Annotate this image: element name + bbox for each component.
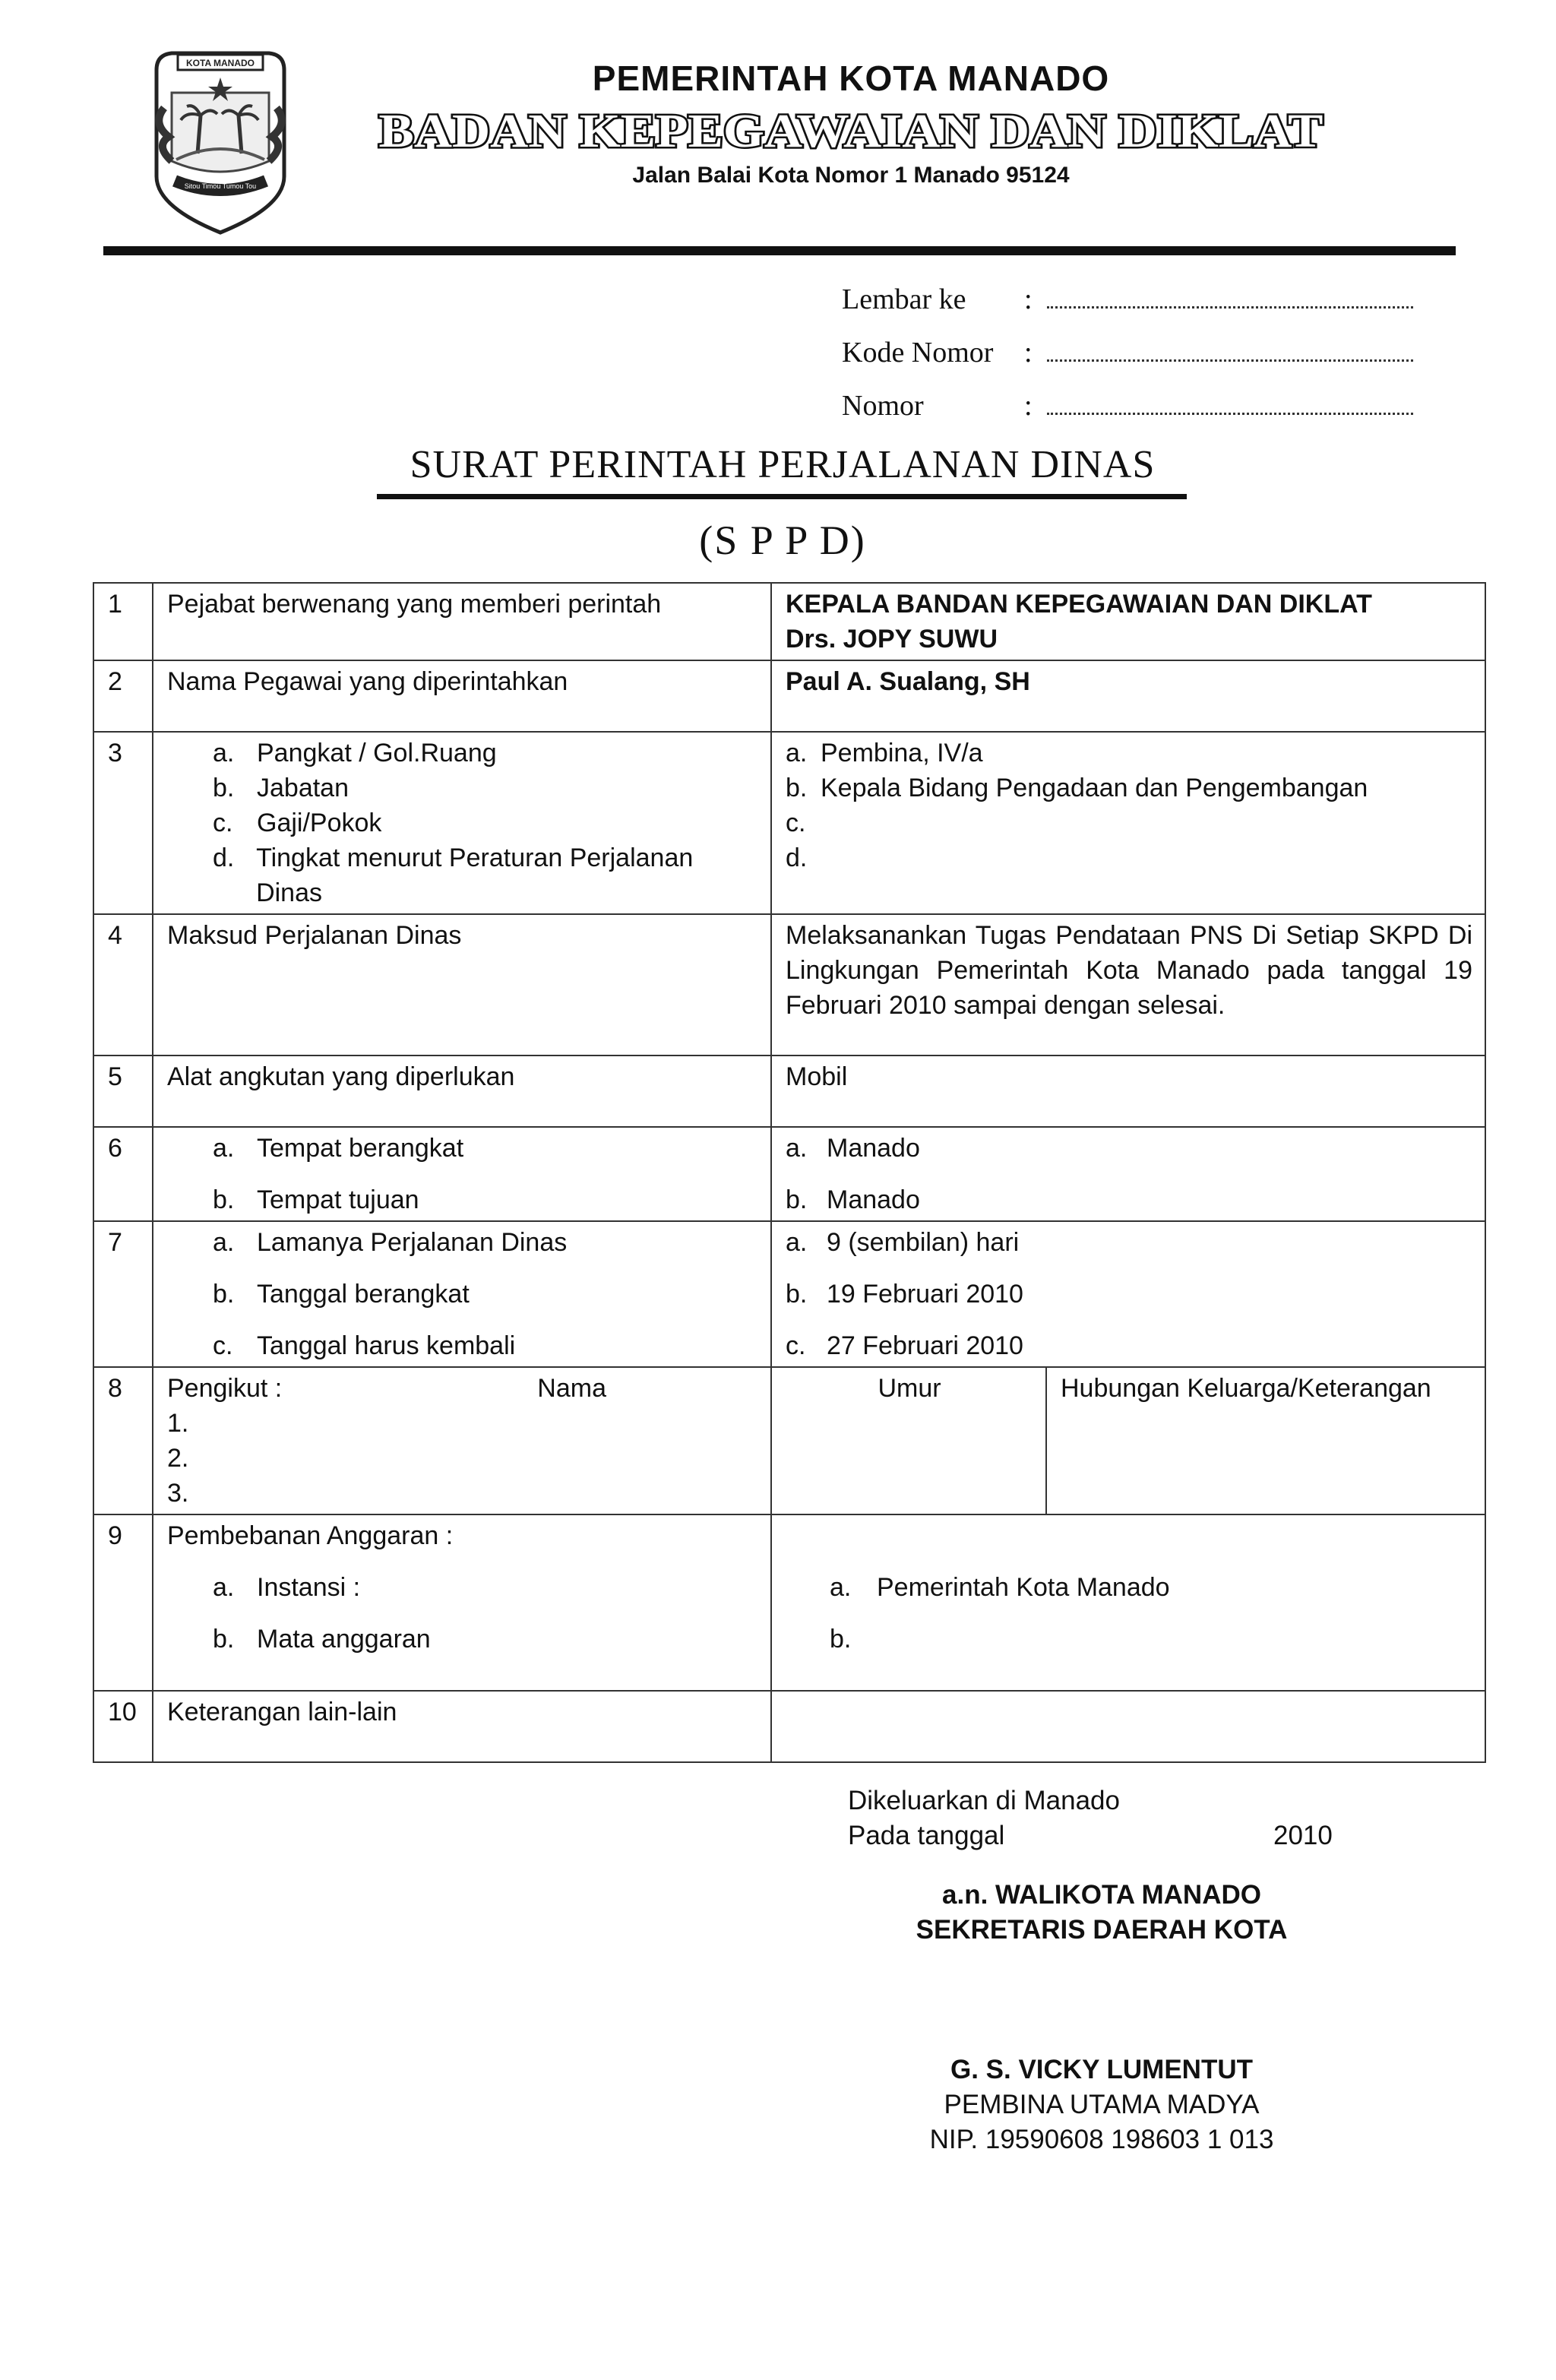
ref-label: Lembar ke	[842, 283, 966, 315]
item-letter: c.	[786, 1331, 806, 1360]
item-label: Tempat berangkat	[257, 1134, 464, 1163]
row-number: 9	[93, 1514, 153, 1691]
issue-year: 2010	[1273, 1821, 1333, 1850]
row-value	[771, 1127, 1485, 1221]
ref-blank-field[interactable]	[1047, 286, 1413, 309]
item-letter: d.	[786, 843, 808, 872]
ref-colon: :	[1024, 283, 1033, 315]
title-underline	[377, 494, 1187, 499]
table-row	[93, 914, 1485, 1055]
row-label	[153, 1127, 771, 1221]
item-letter: a.	[786, 739, 808, 767]
item-letter: b.	[786, 1185, 808, 1214]
item-letter: a.	[786, 1228, 808, 1257]
ref-label: Nomor	[842, 390, 924, 422]
on-behalf-of: a.n. WALIKOTA MANADO	[942, 1880, 1261, 1910]
signer-position: SEKRETARIS DAERAH KOTA	[916, 1915, 1288, 1945]
ref-colon: :	[1024, 337, 1033, 369]
item-letter: b.	[786, 1280, 808, 1309]
row-value	[771, 1221, 1485, 1367]
item-letter: b.	[213, 1280, 235, 1309]
issue-date-label: Pada tanggal	[848, 1821, 1005, 1850]
item-value: 19 Februari 2010	[827, 1280, 1023, 1309]
item-value: Pembina, IV/a	[821, 739, 983, 767]
age-header: Umur	[771, 1367, 1046, 1514]
employee-name: Paul A. Sualang, SH	[771, 660, 1485, 732]
row-value	[771, 1514, 1485, 1691]
followers-label: Pengikut :	[167, 1374, 283, 1403]
row-label	[153, 1367, 771, 1514]
issued-at: Dikeluarkan di Manado	[848, 1786, 1120, 1815]
item-letter: b.	[830, 1625, 852, 1654]
agency-name: BADAN KEPEGAWAIAN DAN DIKLAT	[378, 106, 1324, 157]
row-label	[153, 1221, 771, 1367]
item-letter: b.	[213, 1185, 235, 1214]
row-number: 1	[93, 583, 153, 660]
row-number: 2	[93, 660, 153, 732]
item-letter: a.	[830, 1573, 852, 1602]
item-label: Instansi :	[257, 1573, 361, 1602]
table-row	[93, 1367, 1485, 1514]
item-letter: d.	[213, 843, 235, 872]
row-number: 4	[93, 914, 153, 1055]
table-row	[93, 660, 1485, 732]
row-number: 8	[93, 1367, 153, 1514]
table-row	[93, 1514, 1485, 1691]
table-row	[93, 1221, 1485, 1367]
row-number: 7	[93, 1221, 153, 1367]
other-notes-value	[771, 1691, 1485, 1762]
row-label	[153, 1514, 771, 1691]
item-letter: c.	[786, 809, 806, 837]
ref-lembar-ke	[842, 283, 1413, 316]
ref-blank-field[interactable]	[1047, 393, 1413, 415]
item-letter: a.	[213, 739, 235, 767]
ref-blank-field[interactable]	[1047, 340, 1413, 362]
signer-name: G. S. VICKY LUMENTUT	[950, 2055, 1253, 2084]
item-letter: b.	[786, 774, 808, 802]
agency-address: Jalan Balai Kota Nomor 1 Manado 95124	[632, 163, 1070, 188]
ref-nomor	[842, 389, 1413, 423]
row-number: 10	[93, 1691, 153, 1762]
item-letter: c.	[213, 1331, 233, 1360]
item-letter: a.	[213, 1228, 235, 1257]
row-label: Keterangan lain-lain	[153, 1691, 771, 1762]
ref-colon: :	[1024, 390, 1033, 422]
logo-caption: KOTA MANADO	[186, 58, 255, 68]
item-label: Mata anggaran	[257, 1625, 431, 1654]
document-title: SURAT PERINTAH PERJALANAN DINAS	[410, 443, 1156, 486]
budget-label: Pembebanan Anggaran :	[167, 1521, 454, 1550]
ref-kode-nomor	[842, 336, 1413, 369]
item-label: Lamanya Perjalanan Dinas	[257, 1228, 568, 1257]
item-label: Tanggal harus kembali	[257, 1331, 516, 1360]
item-letter: a.	[786, 1134, 808, 1163]
signer-nip: NIP. 19590608 198603 1 013	[929, 2125, 1274, 2154]
row-label	[153, 732, 771, 914]
item-letter: b.	[213, 774, 235, 802]
item-label: Jabatan	[257, 774, 349, 802]
table-row	[93, 1055, 1485, 1127]
name-header: Nama	[537, 1374, 606, 1403]
transport-value: Mobil	[771, 1055, 1485, 1127]
row-value	[771, 583, 1485, 660]
item-value: Manado	[827, 1185, 920, 1214]
row-number: 5	[93, 1055, 153, 1127]
item-value: 27 Februari 2010	[827, 1331, 1023, 1360]
item-value: 9 (sembilan) hari	[827, 1228, 1020, 1257]
relation-header: Hubungan Keluarga/Keterangan	[1046, 1367, 1485, 1514]
follower-1: 1.	[167, 1409, 189, 1438]
letterhead-rule	[103, 246, 1456, 255]
follower-3: 3.	[167, 1479, 189, 1508]
row-value	[771, 732, 1485, 914]
signer-rank: PEMBINA UTAMA MADYA	[944, 2090, 1260, 2119]
item-label: Tempat tujuan	[257, 1185, 419, 1214]
row-label: Alat angkutan yang diperlukan	[153, 1055, 771, 1127]
document-subtitle: (S P P D)	[699, 517, 866, 563]
official-name: Drs. JOPY SUWU	[786, 625, 998, 654]
item-label: Tingkat menurut Peraturan Perjalanan Dinas	[256, 843, 694, 907]
table-row	[93, 583, 1485, 660]
item-label: Pangkat / Gol.Ruang	[257, 739, 497, 767]
table-row	[93, 732, 1485, 914]
row-label: Nama Pegawai yang diperintahkan	[153, 660, 771, 732]
item-letter: a.	[213, 1134, 235, 1163]
table-row	[93, 1691, 1485, 1762]
item-value: Pemerintah Kota Manado	[877, 1573, 1170, 1602]
item-letter: a.	[213, 1573, 235, 1602]
government-name: PEMERINTAH KOTA MANADO	[592, 59, 1110, 98]
item-value: Kepala Bidang Pengadaan dan Pengembangan	[821, 774, 1368, 802]
row-label: Pejabat berwenang yang memberi perintah	[153, 583, 771, 660]
travel-purpose: Melaksanankan Tugas Pendataan PNS Di Setiap SKPD Di Lingkungan Pemerintah Kota Manado pada tanggal 19 Februari 2010 sampai dengan selesai.	[771, 914, 1485, 1055]
item-label: Tanggal berangkat	[257, 1280, 470, 1309]
ref-label: Kode Nomor	[842, 337, 994, 369]
table-row	[93, 1127, 1485, 1221]
item-value: Manado	[827, 1134, 920, 1163]
row-label: Maksud Perjalanan Dinas	[153, 914, 771, 1055]
logo-motto: Sitou Timou Tumou Tou	[184, 182, 257, 190]
item-letter: c.	[213, 809, 233, 837]
row-number: 3	[93, 732, 153, 914]
follower-2: 2.	[167, 1444, 189, 1473]
item-label: Gaji/Pokok	[257, 809, 382, 837]
row-number: 6	[93, 1127, 153, 1221]
item-letter: b.	[213, 1625, 235, 1654]
official-position: KEPALA BANDAN KEPEGAWAIAN DAN DIKLAT	[786, 590, 1372, 619]
sppd-form-table	[93, 582, 1486, 1763]
